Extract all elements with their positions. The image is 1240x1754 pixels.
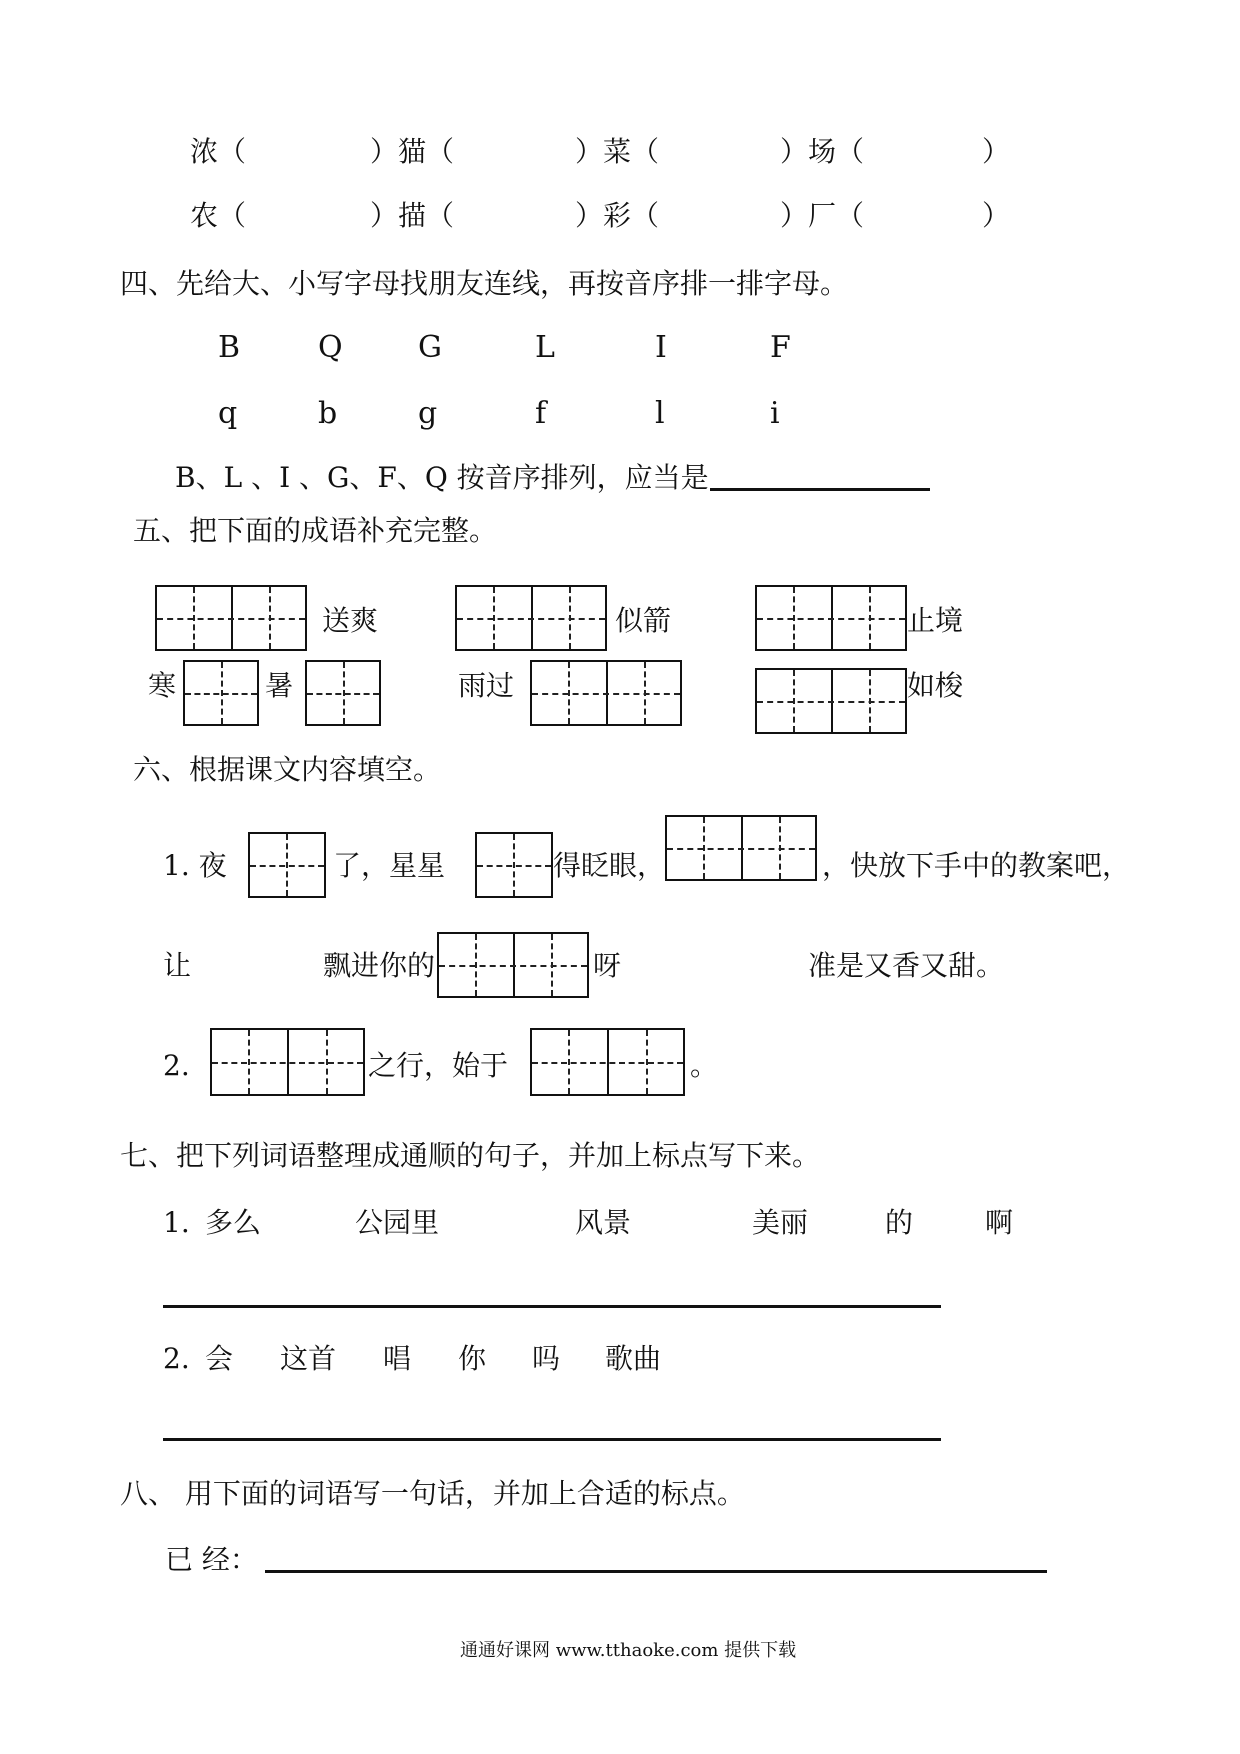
row1-item-1: ）猫（	[370, 135, 455, 168]
upper-letter: B	[218, 330, 241, 365]
row2-item-1: ）描（	[370, 199, 455, 232]
word-item: 唱	[383, 1342, 412, 1375]
word-item: 这首	[280, 1342, 337, 1375]
answer-line[interactable]	[265, 1570, 1047, 1573]
lower-letter: q	[218, 396, 238, 431]
word-item: 你	[458, 1342, 487, 1375]
row1-item-2: ）菜（	[575, 135, 660, 168]
writing-grid[interactable]	[530, 660, 682, 726]
lower-letter: g	[418, 396, 438, 431]
word-item: 风景	[575, 1206, 632, 1239]
row1-item-4: ）	[982, 135, 1011, 168]
row1-item-0: 浓（	[190, 135, 247, 168]
writing-grid[interactable]	[530, 1028, 685, 1096]
answer-line[interactable]	[710, 488, 930, 491]
q1-text-a: 了，星星	[333, 849, 446, 882]
q1-text-c: ，快放下手中的教案吧，	[822, 849, 1131, 882]
q1-text-g: 准是又香又甜。	[808, 949, 1005, 982]
lower-letter: i	[770, 396, 780, 431]
lower-letter: f	[535, 396, 547, 431]
footer-text: 通通好课网 www.tthaoke.com 提供下载	[460, 1640, 797, 1661]
writing-grid[interactable]	[455, 585, 607, 651]
upper-letter: I	[655, 330, 667, 365]
word-item: 会	[205, 1342, 234, 1375]
section4-title: 四、先给大、小写字母找朋友连线，再按音序排一排字母。	[120, 267, 849, 300]
section6-title: 六、根据课文内容填空。	[133, 753, 442, 786]
row2-item-2: ）彩（	[575, 199, 660, 232]
writing-grid[interactable]	[183, 660, 259, 726]
section8-word: 已 经：	[165, 1543, 258, 1576]
answer-line[interactable]	[163, 1438, 941, 1441]
q1-text-d: 让	[163, 949, 192, 982]
idiom2-suffix: 似箭	[615, 604, 672, 637]
q1-text-b: 得眨眼，	[553, 849, 666, 882]
upper-letter: G	[418, 330, 442, 365]
idiom3-suffix: 止境	[907, 604, 964, 637]
writing-grid[interactable]	[210, 1028, 365, 1096]
q1-text-e: 飘进你的	[323, 949, 436, 982]
q1-text-f: 呀	[593, 949, 622, 982]
word-item: 的	[885, 1206, 914, 1239]
q1-number: 1. 夜	[163, 849, 227, 882]
writing-grid[interactable]	[755, 585, 907, 651]
idiom5-prefix: 雨过	[458, 669, 515, 702]
idiom4-char-b: 暑	[265, 669, 294, 702]
row2-item-4: ）	[982, 199, 1011, 232]
row2-item-3: ）厂（	[780, 199, 865, 232]
section5-title: 五、把下面的成语补充完整。	[133, 514, 498, 547]
answer-line[interactable]	[163, 1305, 941, 1308]
q2-text-b: 。	[690, 1049, 719, 1082]
section7-title: 七、把下列词语整理成通顺的句子，并加上标点写下来。	[120, 1139, 821, 1172]
lower-letter: b	[318, 396, 338, 431]
writing-grid[interactable]	[475, 832, 553, 898]
section8-title: 八、 用下面的词语写一句话，并加上合适的标点。	[120, 1477, 745, 1510]
writing-grid[interactable]	[437, 932, 589, 998]
upper-letter: Q	[318, 330, 343, 365]
writing-grid[interactable]	[248, 832, 326, 898]
word-item: 公园里	[355, 1206, 440, 1239]
writing-grid[interactable]	[155, 585, 307, 651]
writing-grid[interactable]	[755, 668, 907, 734]
lower-letter: l	[655, 396, 665, 431]
word-item: 美丽	[752, 1206, 809, 1239]
writing-grid[interactable]	[305, 660, 381, 726]
row2-item-0: 农（	[190, 199, 247, 232]
upper-letter: L	[535, 330, 555, 365]
idiom6-suffix: 如梭	[907, 669, 964, 702]
q2-text-a: 之行，始于	[368, 1049, 509, 1082]
word-item: 吗	[532, 1342, 561, 1375]
s7-q2-number: 2.	[163, 1342, 190, 1375]
idiom4-char-a: 寒	[148, 669, 177, 702]
word-item: 多么	[205, 1206, 262, 1239]
q2-number: 2.	[163, 1049, 190, 1082]
row1-item-3: ）场（	[780, 135, 865, 168]
order-prompt: B、L 、I 、G、F、Q 按音序排列，应当是	[175, 461, 709, 494]
upper-letter: F	[770, 330, 791, 365]
word-item: 啊	[985, 1206, 1014, 1239]
s7-q1-number: 1.	[163, 1206, 190, 1239]
idiom1-suffix: 送爽	[322, 604, 379, 637]
word-item: 歌曲	[605, 1342, 662, 1375]
writing-grid[interactable]	[665, 815, 817, 881]
